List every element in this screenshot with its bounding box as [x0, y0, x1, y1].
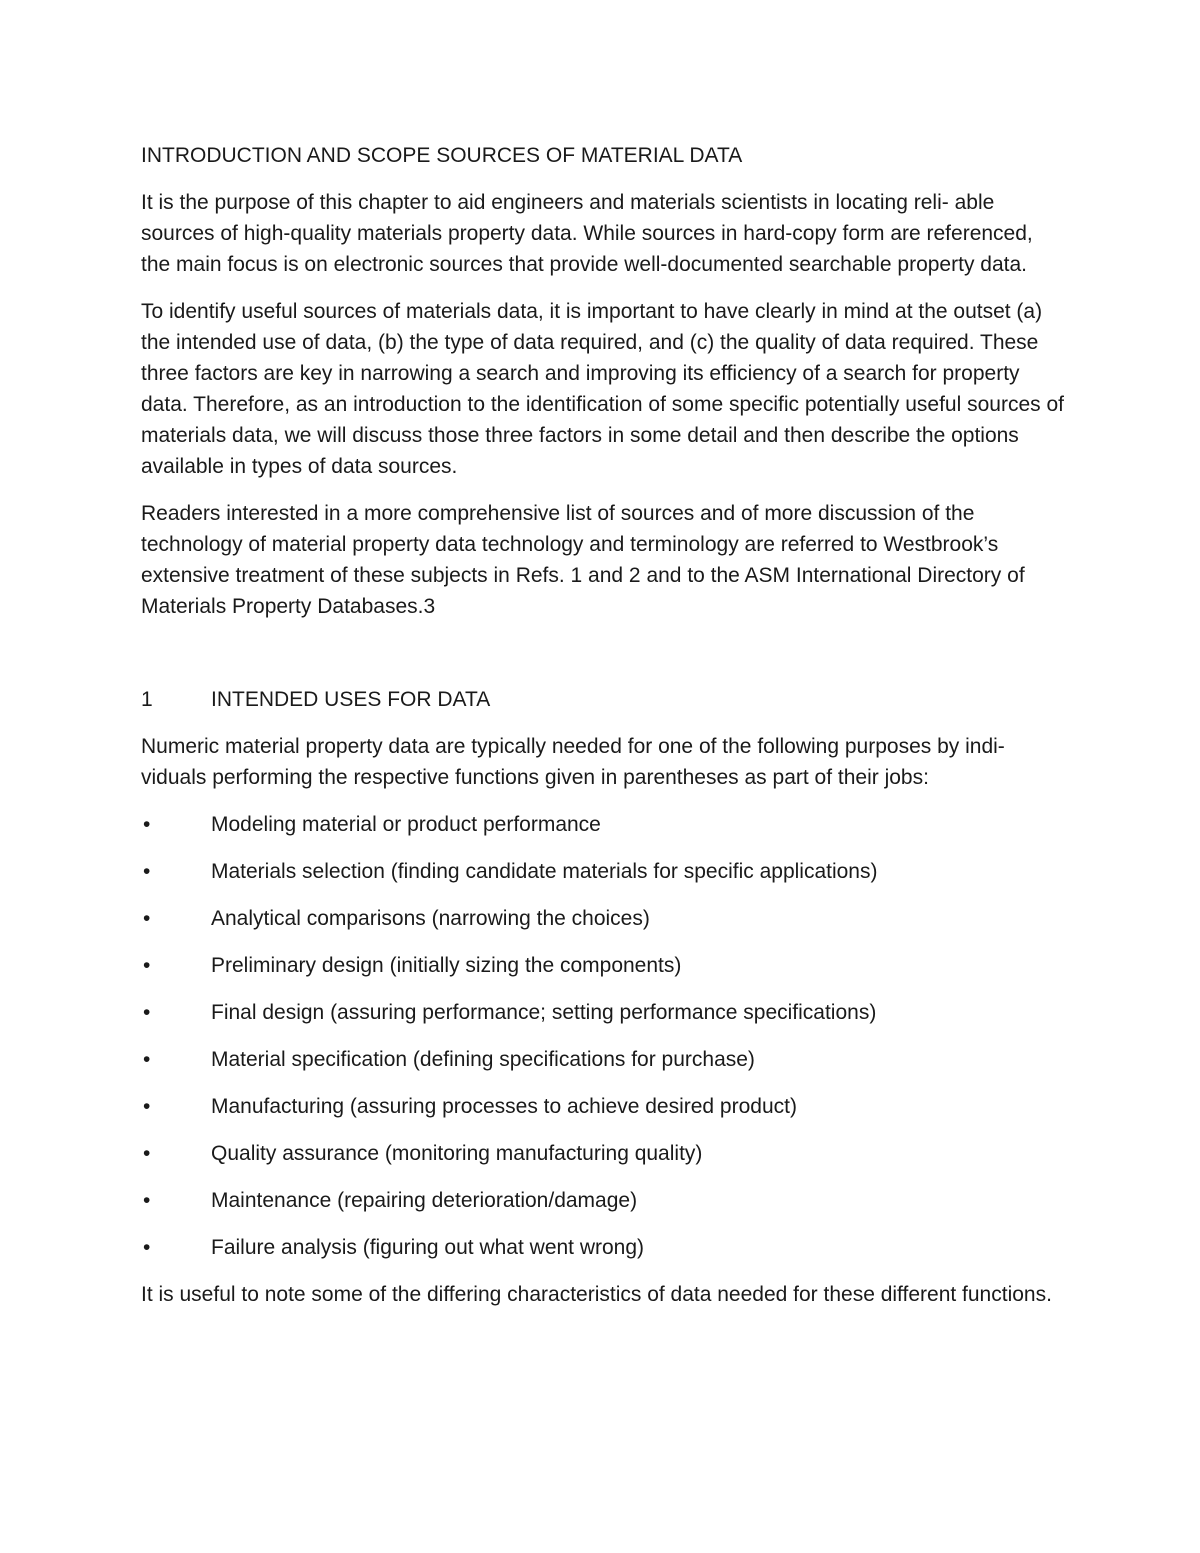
- list-item: [141, 903, 1066, 934]
- document-heading: INTRODUCTION AND SCOPE SOURCES OF MATERIAL DATA: [141, 144, 743, 167]
- list-item: [141, 997, 1066, 1028]
- list-item: [141, 809, 1066, 840]
- list-item-text: Material specification (defining specifications for purchase): [211, 1048, 755, 1071]
- list-item: [141, 1091, 1066, 1122]
- bullet-symbol: •: [143, 1095, 151, 1118]
- section-intro: Numeric material property data are typically needed for one of the following purposes by indi- viduals performing the respective functions given in parentheses as part of their jobs:: [141, 735, 1005, 789]
- list-item: [141, 1138, 1066, 1169]
- paragraph-purpose: It is the purpose of this chapter to aid engineers and materials scientists in locating reli- able sources of high-quality materials property data. While sources in hard-copy form are referenced, the main focus is on electronic sources that provide well-documented searchable property data.: [141, 191, 1033, 276]
- list-item-text: Quality assurance (monitoring manufacturing quality): [211, 1142, 703, 1165]
- section-number: 1: [141, 688, 153, 711]
- bullet-symbol: •: [143, 1048, 151, 1071]
- list-item: [141, 1185, 1066, 1216]
- bullet-symbol: •: [143, 1236, 151, 1259]
- section-heading: [141, 684, 1066, 715]
- list-item-text: Failure analysis (figuring out what went wrong): [211, 1236, 645, 1259]
- document-page: [141, 140, 1066, 1326]
- closing-paragraph: It is useful to note some of the differing characteristics of data needed for these different functions.: [141, 1283, 1052, 1306]
- paragraph-further-reading: Readers interested in a more comprehensive list of sources and of more discussion of the technology of material property data technology and terminology are referred to Westbrook’s extensive treatment of these subjects in Refs. 1 and 2 and to the ASM International Directory of Materials Property Databases.3: [141, 502, 1025, 618]
- list-item-text: Materials selection (finding candidate materials for specific applications): [211, 860, 878, 883]
- bullet-symbol: •: [143, 813, 151, 836]
- list-item-text: Final design (assuring performance; setting performance specifications): [211, 1001, 877, 1024]
- section-spacer: [141, 638, 1066, 684]
- list-item: [141, 950, 1066, 981]
- bullet-symbol: •: [143, 1001, 151, 1024]
- section-title: INTENDED USES FOR DATA: [211, 688, 491, 711]
- bullet-symbol: •: [143, 1142, 151, 1165]
- purpose-list: [141, 809, 1066, 1263]
- list-item: [141, 1044, 1066, 1075]
- paragraph-identify-sources: To identify useful sources of materials data, it is important to have clearly in mind at the outset (a) the intended use of data, (b) the type of data required, and (c) the quality of data required. These three factors are key in narrowing a search and improving its efficiency of a search for property data. Therefore, as an introduction to the identification of some specific potentially useful sources of materials data, we will discuss those three factors in some detail and then describe the options available in types of data sources.: [141, 300, 1064, 478]
- bullet-symbol: •: [143, 954, 151, 977]
- list-item-text: Analytical comparisons (narrowing the choices): [211, 907, 650, 930]
- bullet-symbol: •: [143, 907, 151, 930]
- list-item-text: Manufacturing (assuring processes to achieve desired product): [211, 1095, 797, 1118]
- list-item-text: Maintenance (repairing deterioration/damage): [211, 1189, 638, 1212]
- bullet-symbol: •: [143, 860, 151, 883]
- bullet-symbol: •: [143, 1189, 151, 1212]
- list-item-text: Preliminary design (initially sizing the components): [211, 954, 682, 977]
- list-item-text: Modeling material or product performance: [211, 813, 601, 836]
- list-item: [141, 1232, 1066, 1263]
- list-item: [141, 856, 1066, 887]
